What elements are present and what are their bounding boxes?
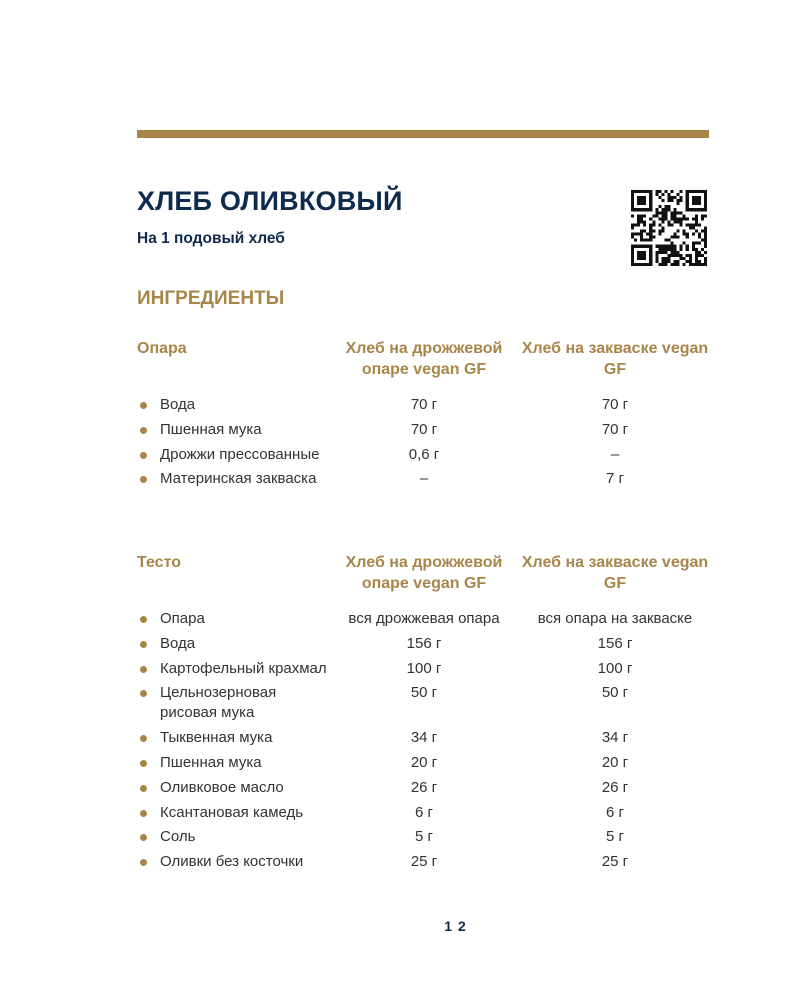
amount-sourdough: 26 г <box>601 778 629 796</box>
amount-sourdough: 20 г <box>601 753 629 771</box>
ingredient-name: Дрожжи прессованные <box>160 445 320 463</box>
bullet-dot-icon <box>140 785 147 792</box>
ingredient-row <box>137 852 709 872</box>
ingredient-row <box>137 778 709 798</box>
ingredient-row <box>137 753 709 773</box>
ingredient-name: Пшенная мука <box>160 753 262 771</box>
bullet-dot-icon <box>140 476 147 483</box>
amount-sourdough: 25 г <box>601 853 629 871</box>
opara-table <box>137 338 709 494</box>
opara-heading: Опара <box>137 340 187 357</box>
qr-code[interactable] <box>630 190 708 266</box>
opara-col-sourdough: Хлеб на закваске vegan GF <box>521 340 709 378</box>
testo-col-sourdough: Хлеб на закваске vegan GF <box>521 554 709 592</box>
bullet-dot-icon <box>140 616 147 623</box>
amount-yeast: 5 г <box>415 828 433 846</box>
ingredient-row <box>137 728 709 748</box>
ingredient-name: Материнская закваска <box>160 470 317 488</box>
opara-col-yeast: Хлеб на дрожжевой опаре vegan GF <box>345 340 503 378</box>
bullet-dot-icon <box>140 834 147 841</box>
ingredient-name: Пшенная мука <box>160 420 262 438</box>
ingredient-row <box>137 420 709 440</box>
amount-yeast: 156 г <box>406 634 442 652</box>
bullet-dot-icon <box>140 760 147 767</box>
bullet-dot-icon <box>140 666 147 673</box>
ingredient-name: Ксантановая камедь <box>160 803 304 821</box>
ingredient-row <box>137 803 709 823</box>
ingredient-name: Картофельный крахмал <box>160 659 327 677</box>
amount-yeast: 70 г <box>410 420 438 438</box>
amount-yeast: 34 г <box>410 729 438 747</box>
amount-yeast: – <box>419 470 429 488</box>
ingredient-name: Вода <box>160 396 196 413</box>
amount-sourdough: 156 г <box>597 634 633 652</box>
bullet-dot-icon <box>140 452 147 459</box>
amount-yeast: 100 г <box>406 659 442 677</box>
amount-sourdough: 5 г <box>606 828 624 846</box>
amount-yeast: 25 г <box>410 853 438 871</box>
ingredient-row <box>137 469 709 489</box>
opara-table-body <box>137 395 709 489</box>
page-number: 12 <box>444 918 472 934</box>
ingredient-name: Опара <box>160 610 205 627</box>
amount-yeast: 50 г <box>410 684 438 702</box>
amount-yeast: 70 г <box>410 396 438 413</box>
amount-yeast: вся дрожжевая опара <box>348 610 500 627</box>
ingredient-row <box>137 445 709 465</box>
top-accent-rule <box>137 130 709 138</box>
amount-sourdough: 70 г <box>601 396 629 413</box>
amount-yeast: 0,6 г <box>408 445 440 463</box>
amount-sourdough: вся опара на закваске <box>537 610 693 627</box>
ingredient-name: Оливки без косточки <box>160 853 304 871</box>
amount-yeast: 6 г <box>415 803 433 821</box>
bullet-dot-icon <box>140 427 147 434</box>
ingredient-row <box>137 634 709 654</box>
recipe-yield: На 1 подовый хлеб <box>137 230 285 247</box>
amount-yeast: 20 г <box>410 753 438 771</box>
opara-table-header <box>137 338 709 384</box>
bullet-dot-icon <box>140 402 147 409</box>
recipe-title: ХЛЕБ ОЛИВКОВЫЙ <box>137 186 403 216</box>
amount-sourdough: 6 г <box>606 803 624 821</box>
amount-sourdough: 70 г <box>601 420 629 438</box>
amount-sourdough: 100 г <box>597 659 633 677</box>
ingredient-row <box>137 683 709 723</box>
ingredient-name: Соль <box>160 828 196 846</box>
ingredient-row <box>137 827 709 847</box>
bullet-dot-icon <box>140 859 147 866</box>
testo-heading: Тесто <box>137 554 181 571</box>
ingredient-name: Цельнозерновая рисовая мука <box>160 684 277 722</box>
testo-table <box>137 552 709 877</box>
ingredients-heading: ИНГРЕДИЕНТЫ <box>137 288 285 309</box>
ingredient-row <box>137 395 709 415</box>
bullet-dot-icon <box>140 641 147 648</box>
testo-table-body <box>137 609 709 872</box>
amount-sourdough: 7 г <box>606 470 624 488</box>
amount-yeast: 26 г <box>410 778 438 796</box>
amount-sourdough: 34 г <box>601 729 629 747</box>
testo-table-header <box>137 552 709 598</box>
ingredient-name: Тыквенная мука <box>160 729 273 747</box>
ingredient-row <box>137 659 709 679</box>
ingredient-name: Оливковое масло <box>160 778 284 796</box>
testo-col-yeast: Хлеб на дрожжевой опаре vegan GF <box>345 554 503 592</box>
bullet-dot-icon <box>140 735 147 742</box>
amount-sourdough: 50 г <box>601 684 629 702</box>
bullet-dot-icon <box>140 810 147 817</box>
bullet-dot-icon <box>140 690 147 697</box>
amount-sourdough: – <box>610 445 620 463</box>
ingredient-name: Вода <box>160 634 196 652</box>
ingredient-row <box>137 609 709 629</box>
